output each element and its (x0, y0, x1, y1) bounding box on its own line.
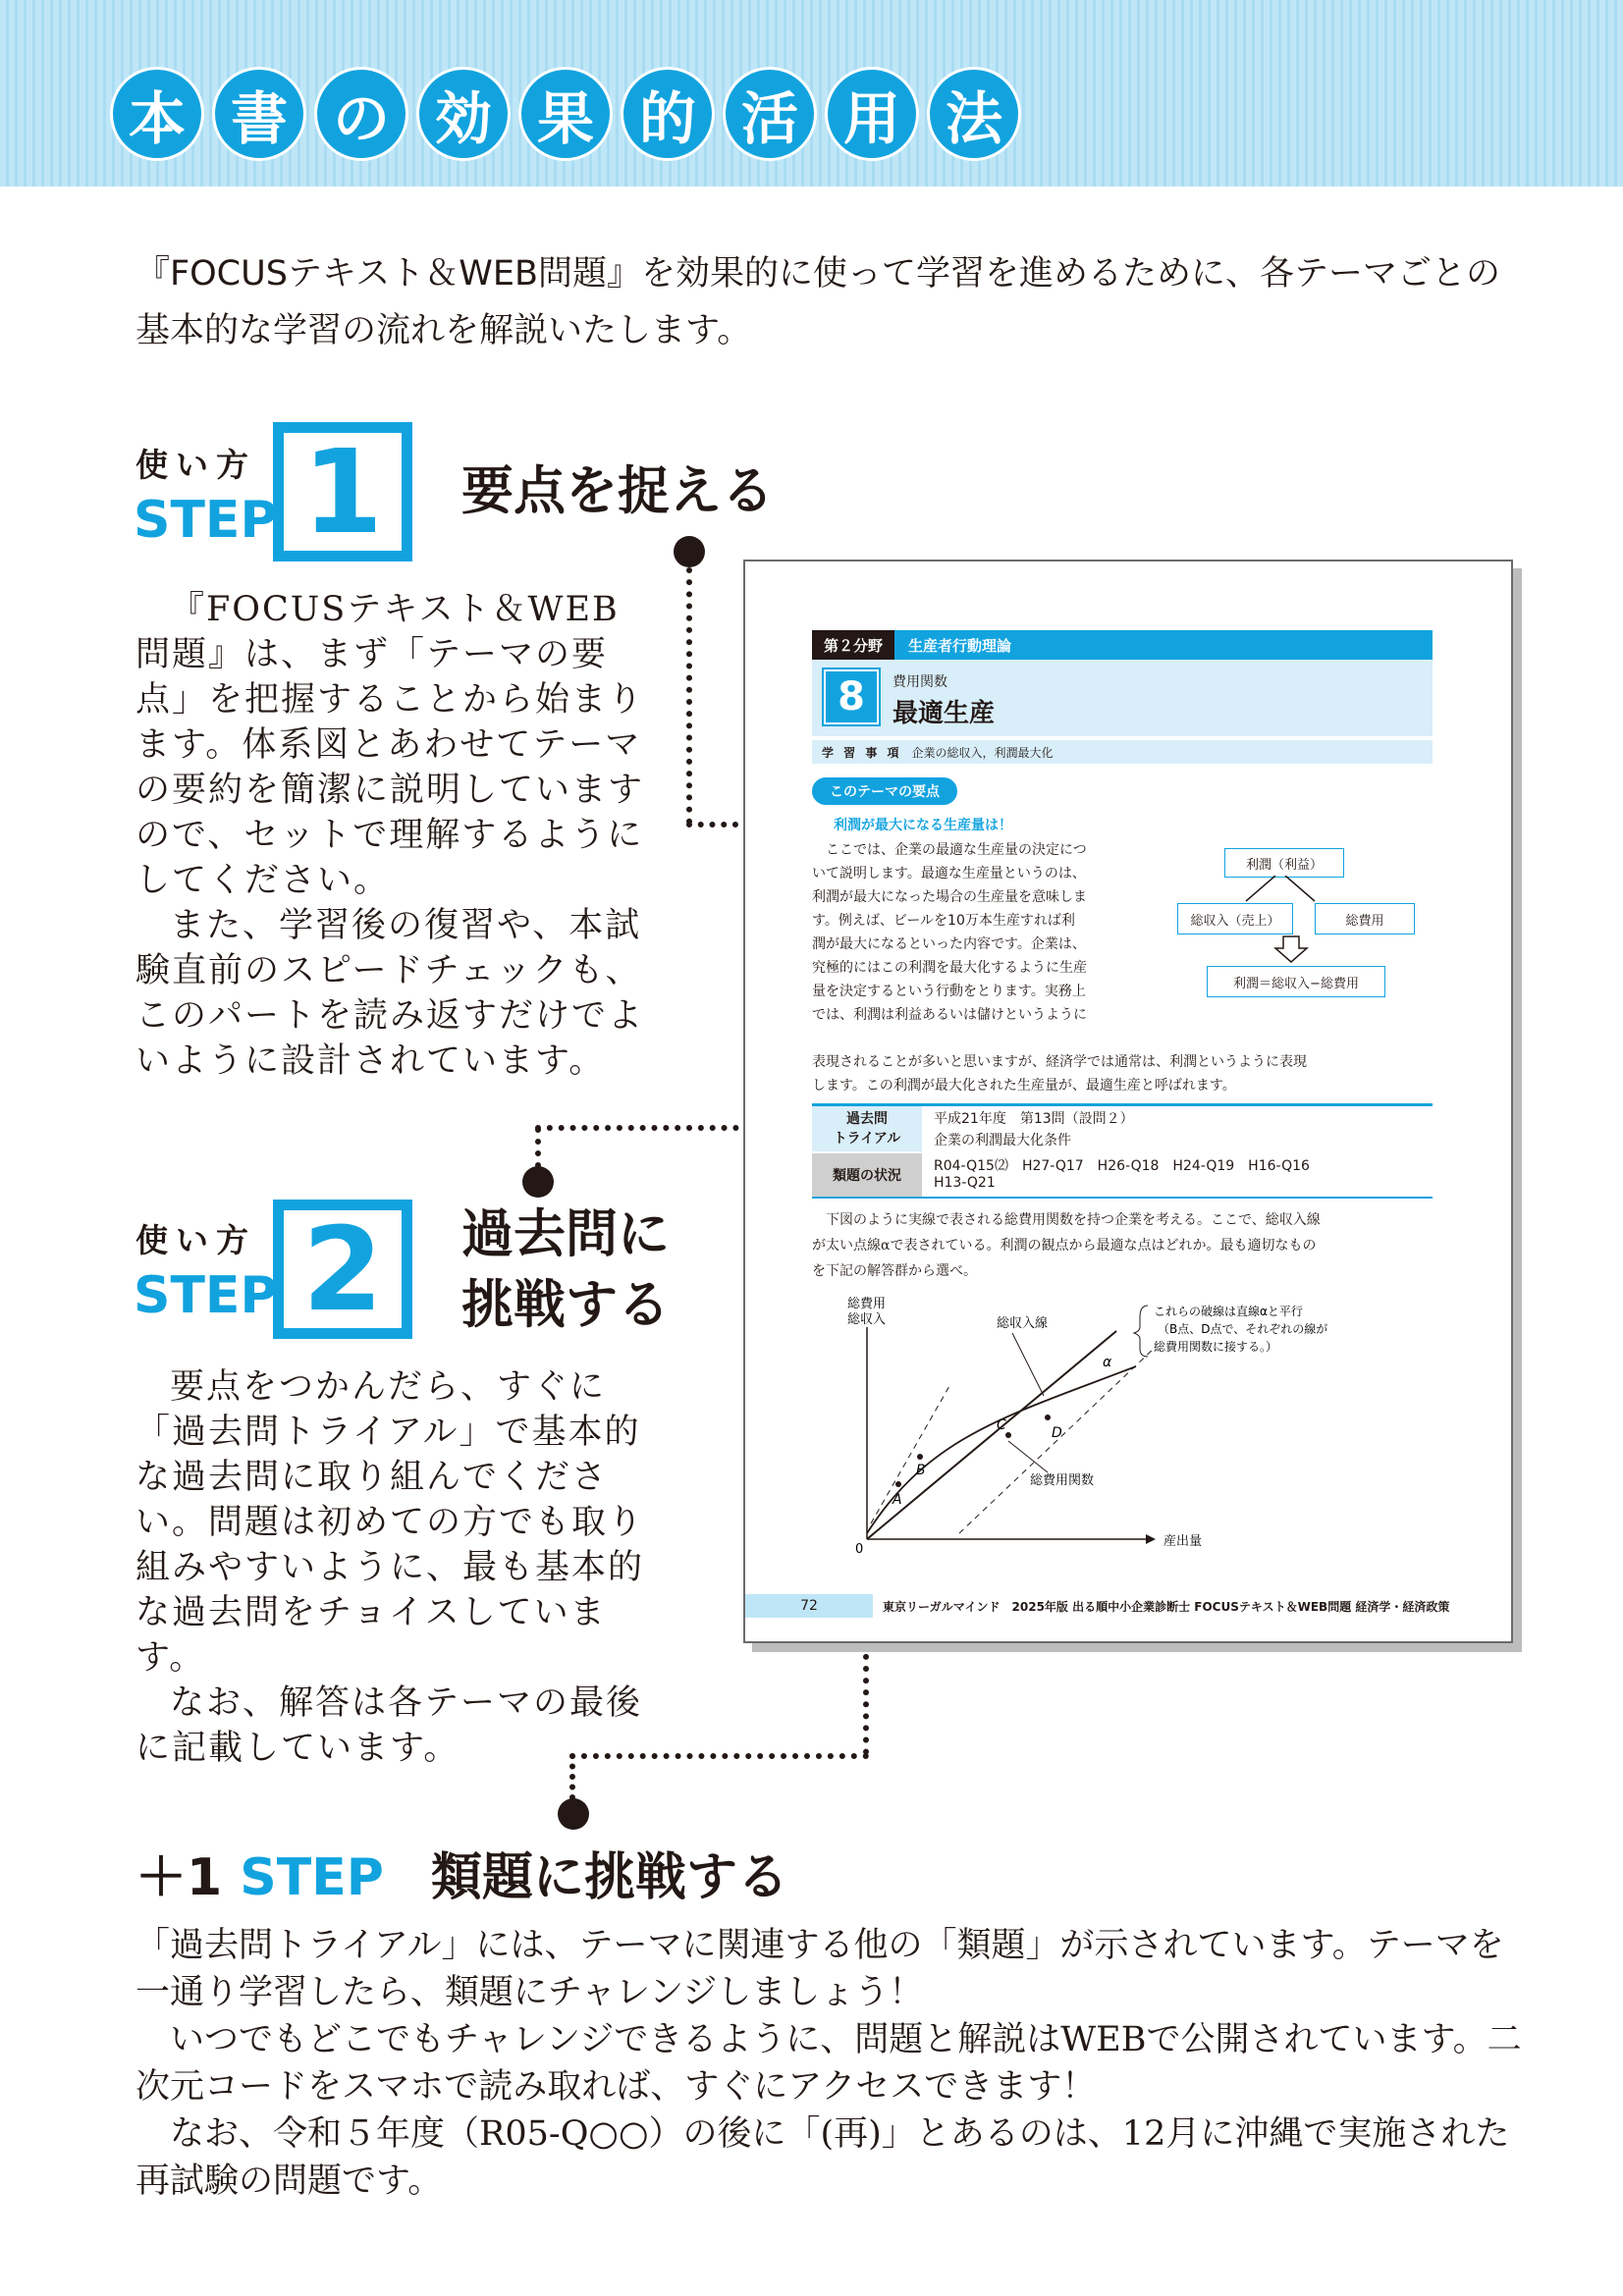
graph-x-arrow (1146, 1534, 1156, 1544)
graph-note-3: 総費用関数に接する。） (1154, 1340, 1278, 1354)
revenue-pointer (1012, 1333, 1044, 1396)
title-char: 用 (825, 67, 919, 161)
ruidai-line2: H13-Q21 (934, 1175, 996, 1191)
sample-bar-sub: 生産者行動理論 (908, 636, 1012, 655)
connector-dot (522, 1166, 554, 1198)
connector-dot (558, 1798, 589, 1830)
plus-step: STEP (240, 1848, 384, 1907)
diagram-cost: 総費用 (1315, 903, 1415, 934)
question-line: を下記の解答群から選べ。 (812, 1263, 977, 1279)
step1-paragraph: 『FOCUSテキスト＆WEB問題』は、まず「テーマの要点」を把握することから始まります。体系図とあわせてテーマの要約を簡潔に説明していますので、セットで理解するようにしてください。 (135, 590, 645, 900)
kako-label (812, 1106, 922, 1151)
plus-paragraph: 「過去問トライアル」には、テーマに関連する他の「類題」が示されています。テーマを一通り学習したら、類題にチャレンジしましょう！ (135, 1926, 1504, 2012)
kako-line2: 企業の利潤最大化条件 (934, 1133, 1071, 1148)
title-char: の (314, 67, 408, 161)
sample-body-line: します。この利潤が最大化された生産量が、最適生産と呼ばれます。 (812, 1078, 1236, 1094)
sample-bar-label: 第２分野 (812, 630, 894, 660)
title-char: 活 (723, 67, 817, 161)
connector-line (686, 567, 692, 825)
y-label-2: 総収入 (847, 1312, 887, 1327)
title-char: 法 (927, 67, 1021, 161)
title-char: 果 (518, 67, 613, 161)
sample-kako-table (812, 1103, 1433, 1199)
sample-subhead: 利潤が最大になる生産量は！ (834, 818, 1012, 833)
graph-note-1: これらの破線は直線αと平行 (1154, 1305, 1303, 1318)
label-A: A (893, 1492, 902, 1508)
step2-step: STEP (134, 1266, 278, 1325)
diagram-formula: 利潤＝総収入−総費用 (1207, 966, 1385, 997)
connector-dot (674, 536, 705, 567)
sample-body-line: では、利潤は利益あるいは儲けというように (812, 1007, 1087, 1023)
step1-heading: 要点を捉える (461, 461, 774, 521)
sample-category-bar (812, 630, 1433, 660)
step1-paragraph: また、学習後の復習や、本試験直前のスピードチェックも、このパートを読み返すだけでよいように設計されています。 (135, 906, 645, 1081)
point-C (1005, 1432, 1011, 1438)
sample-theme-tag: このテーマの要点 (812, 777, 957, 805)
sample-gakushu-label: 学 習 事 項 (822, 745, 902, 760)
sample-body-line: 究極的にはこの利潤を最大化するように生産 (812, 960, 1087, 976)
revenue-line-alpha (867, 1331, 1116, 1539)
sample-body-line: 量を決定するという行動をとります。実務上 (812, 984, 1086, 999)
cost-curve (867, 1366, 1136, 1533)
plus-prefix: ＋1 (135, 1848, 223, 1907)
graph-note-2: （B点、D点で、それぞれの線が (1158, 1322, 1328, 1336)
ruidai-label: 類題の状況 (812, 1153, 922, 1197)
plus-paragraph: なお、令和５年度（R05-Q○○）の後に「(再)」とあるのは、12月に沖縄で実施された再試験の問題です。 (135, 2114, 1510, 2201)
sample-footer (745, 1594, 1511, 1618)
step1-label: 使い方 (135, 446, 256, 484)
kako-label-text: 過去問 トライアル (833, 1111, 901, 1147)
title-char: 書 (212, 67, 306, 161)
plus-heading-text: 類題に挑戦する (430, 1848, 788, 1907)
label-C: C (997, 1417, 1006, 1433)
point-A (895, 1481, 901, 1487)
cost-curve-label: 総費用関数 (1030, 1473, 1095, 1488)
diagram-revenue: 総収入（売上） (1177, 903, 1293, 934)
y-label-1: 総費用 (847, 1297, 887, 1311)
graph-note-brace (1134, 1306, 1148, 1357)
sample-page-number: 72 (745, 1594, 873, 1618)
sample-page (743, 560, 1513, 1643)
intro-text: 『FOCUSテキスト＆WEB問題』を効果的に使って学習を進めるために、各テーマごとの基本的な学習の流れを解説いたします。 (135, 254, 1500, 350)
title-char: 的 (621, 67, 715, 161)
step2-heading-2: 挑戦する (461, 1275, 670, 1335)
label-D: D (1052, 1425, 1062, 1441)
sample-body-line: す。例えば、ビールを10万本生産すれば利 (812, 913, 1075, 929)
sample-theme-number: 8 (824, 669, 879, 724)
ruidai-line1: R04-Q15⑵ H27-Q17 H26-Q18 H24-Q19 H16-Q16 (934, 1158, 1310, 1174)
revenue-line-label: 総収入線 (997, 1316, 1049, 1331)
sample-gakushu-text: 企業の総収入，利潤最大化 (911, 745, 1054, 760)
sample-body-line: 表現されることが多いと思いますが、経済学では通常は、利潤というように表現 (812, 1054, 1307, 1070)
sample-graph (812, 1288, 1421, 1573)
step2-paragraph: なお、解答は各テーマの最後に記載しています。 (135, 1683, 643, 1768)
title-char: 効 (416, 67, 511, 161)
connector-line (569, 1753, 869, 1759)
label-alpha: α (1103, 1355, 1112, 1370)
step2-label: 使い方 (135, 1221, 256, 1259)
title-char: 本 (110, 67, 204, 161)
label-B: B (916, 1463, 926, 1478)
step1-step: STEP (134, 491, 278, 550)
sample-body (812, 838, 1165, 1027)
plus-step-heading (135, 1836, 788, 1909)
sample-theme-small: 費用関数 (893, 674, 947, 690)
plus-body (135, 1922, 1530, 2205)
sample-body-line: いて説明します。最適な生産量というのは、 (812, 866, 1086, 881)
label-origin: 0 (855, 1542, 864, 1557)
page-title (110, 67, 1021, 161)
point-B (917, 1454, 923, 1460)
sample-theme-title: 最適生産 (893, 699, 996, 728)
x-axis-label: 産出量 (1163, 1534, 1203, 1549)
step2-heading-1: 過去問に (461, 1204, 670, 1264)
step2-number: 2 (273, 1200, 412, 1339)
sample-question (812, 1207, 1433, 1284)
connector-line (569, 1753, 575, 1800)
question-line: 下図のように実線で表される総費用関数を持つ企業を考える。ここで、総収入線 (812, 1212, 1321, 1228)
connector-line (535, 1127, 541, 1168)
plus-paragraph: いつでもどこでもチャレンジできるように、問題と解説はWEBで公開されています。二次元コードをスマホで読み取れば、すぐにアクセスできます！ (135, 2020, 1522, 2107)
sample-footer-text: 東京リーガルマインド 2025年版 出る順中小企業診断士 FOCUSテキスト＆WEB問題 経済学・経済政策 (883, 1599, 1450, 1614)
sample-body-line: 潤が最大になるといった内容です。企業は、 (812, 936, 1086, 952)
kako-line1: 平成21年度 第13問（設問２） (934, 1111, 1134, 1127)
sample-gakushu (812, 740, 1433, 764)
step2-body (135, 1364, 650, 1771)
sample-body-2 (812, 1050, 1433, 1097)
cost-pointer (1008, 1441, 1048, 1472)
question-line: が太い点線αで表されている。利潤の観点から最適な点はどれか。最も適切なもの (812, 1238, 1317, 1254)
sample-body-line: 利潤が最大になった場合の生産量を意味しま (812, 889, 1087, 905)
step1-body (135, 587, 650, 1084)
step1-number: 1 (273, 422, 412, 561)
step2-paragraph: 要点をつかんだら、すぐに「過去問トライアル」で基本的な過去問に取り組んでください。問題は初めての方でも取り組みやすいように、最も基本的な過去問をチョイスしています。 (135, 1367, 645, 1678)
diagram-profit: 利潤（利益） (1224, 848, 1344, 878)
point-D (1045, 1415, 1051, 1420)
sample-body-line: ここでは、企業の最適な生産量の決定につ (812, 842, 1087, 858)
sample-theme-header (812, 660, 1433, 736)
